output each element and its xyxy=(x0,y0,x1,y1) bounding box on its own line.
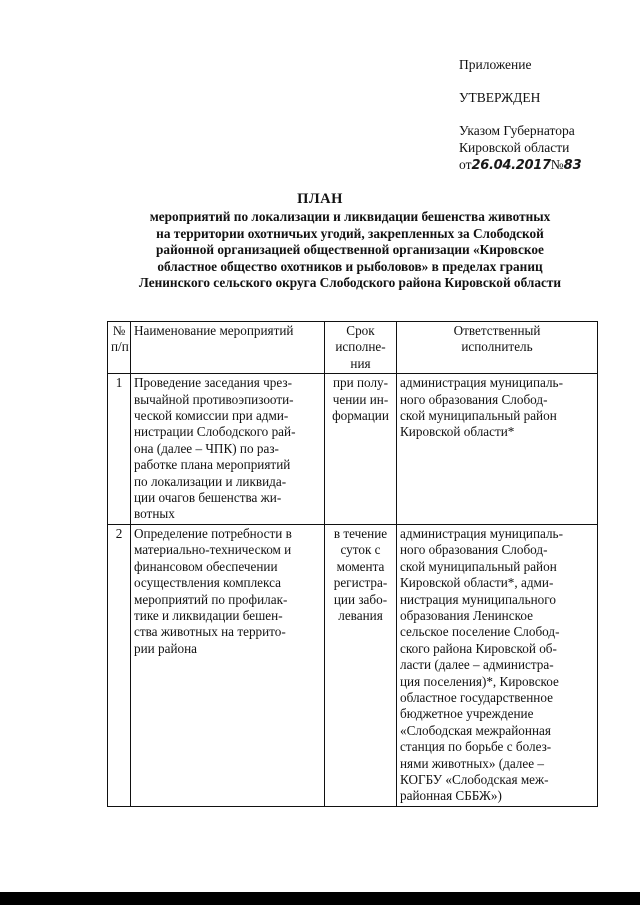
number-prefix: № xyxy=(550,157,564,172)
approved-label: УТВЕРЖДЕН xyxy=(459,90,541,105)
deadline-line: суток с xyxy=(340,542,381,558)
name-line: Проведение заседания чрез- xyxy=(134,375,293,391)
subtitle-line: районной организацией общественной организации «Кировское xyxy=(156,242,544,257)
responsible-line: районная СББЖ») xyxy=(400,788,502,804)
cell-name xyxy=(131,374,325,525)
cell-name xyxy=(131,524,325,806)
header-num xyxy=(108,322,131,374)
responsible-line: КОГБУ «Слободская меж- xyxy=(400,771,549,787)
plan-table xyxy=(107,321,598,807)
appendix-block xyxy=(459,56,582,174)
name-line: финансовом обеспечении xyxy=(134,558,278,574)
appendix-label: Приложение xyxy=(459,57,532,72)
header-deadline-line: ния xyxy=(350,355,371,371)
cell-num: 1 xyxy=(108,374,131,525)
responsible-line: нями животных» (далее – xyxy=(400,755,544,771)
deadline-line: момента xyxy=(336,558,385,574)
deadline-line: регистра- xyxy=(333,575,388,591)
responsible-line: областное государственное xyxy=(400,689,553,705)
scan-bottom-edge xyxy=(0,892,640,905)
deadline-line: при полу- xyxy=(332,375,389,391)
header-responsible-line: исполнитель xyxy=(461,339,533,355)
name-line: по локализации и ликвида- xyxy=(134,473,287,489)
header-deadline-line: исполне- xyxy=(335,339,386,355)
name-line: ства животных на террито- xyxy=(134,624,286,640)
header-deadline-line: Срок xyxy=(346,323,375,338)
responsible-line: сельское поселение Слобод- xyxy=(400,624,560,640)
subtitle-line: Ленинского сельского округа Слободского района Кировской области xyxy=(138,275,562,290)
responsible-line: ского района Кировской об- xyxy=(400,640,557,656)
responsible-line: ция поселения)*, Кировское xyxy=(400,673,559,689)
subtitle-line: на территории охотничьих угодий, закрепленных за Слободской xyxy=(156,225,544,241)
name-line: нистрации Слободского рай- xyxy=(134,424,296,440)
name-line: вотных xyxy=(134,506,175,522)
responsible-line: образования Ленинское xyxy=(400,607,533,623)
responsible-line: Кировской области* xyxy=(400,424,515,440)
responsible-line: бюджетное учреждение xyxy=(400,706,534,722)
responsible-line: ласти (далее – администра- xyxy=(400,657,554,673)
cell-deadline xyxy=(325,524,397,806)
responsible-line: Кировской области*, адми- xyxy=(400,575,554,591)
name-line: работке плана мероприятий xyxy=(134,457,291,473)
from-prefix: от xyxy=(459,157,472,172)
header-deadline xyxy=(325,322,397,374)
cell-deadline xyxy=(325,374,397,525)
subtitle-line: мероприятий по локализации и ликвидации бешенства животных xyxy=(149,209,551,224)
header-num-line: п/п xyxy=(111,339,129,355)
responsible-line: нистрация муниципального xyxy=(400,591,556,607)
deadline-line: формации xyxy=(332,408,389,424)
name-line: тике и ликвидации бешен- xyxy=(134,607,283,623)
name-line: осуществления комплекса xyxy=(134,575,281,591)
responsible-line: станция по борьбе с болез- xyxy=(400,739,552,755)
deadline-line: чении ин- xyxy=(332,391,389,407)
decree-date: 26.04.2017 xyxy=(471,158,551,173)
decree-line-1: Указом Губернатора xyxy=(459,123,575,138)
name-line: рии района xyxy=(134,640,198,656)
cell-num: 2 xyxy=(108,524,131,806)
header-responsible xyxy=(397,322,598,374)
document-subtitle xyxy=(100,209,600,292)
decree-number: 83 xyxy=(563,158,582,173)
table-row xyxy=(108,524,598,806)
responsible-line: ного образования Слобод- xyxy=(400,542,548,558)
responsible-line: «Слободская межрайонная xyxy=(400,722,551,738)
responsible-line: администрация муниципаль- xyxy=(400,375,563,391)
header-num-line: № xyxy=(112,323,126,338)
name-line: ческой комиссии при адми- xyxy=(134,408,289,424)
cell-responsible xyxy=(397,524,598,806)
deadline-line: ции забо- xyxy=(333,591,388,607)
decree-date-line xyxy=(459,156,582,174)
header-name xyxy=(131,322,325,374)
responsible-line: ской муниципальный район xyxy=(400,558,557,574)
responsible-line: ской муниципальный район xyxy=(400,408,557,424)
table-row xyxy=(108,374,598,525)
name-line: вычайной противоэпизооти- xyxy=(134,391,294,407)
deadline-line: в течение xyxy=(333,525,388,541)
name-line: она (далее – ЧПК) по раз- xyxy=(134,440,279,456)
responsible-line: ного образования Слобод- xyxy=(400,391,548,407)
deadline-line: левания xyxy=(338,607,383,623)
table-header-row xyxy=(108,322,598,374)
name-line: Определение потребности в xyxy=(134,525,292,541)
name-line: ции очагов бешенства жи- xyxy=(134,490,282,506)
header-name-line: Наименование мероприятий xyxy=(134,323,294,338)
cell-responsible xyxy=(397,374,598,525)
subtitle-line: областное общество охотников и рыболовов» в пределах границ xyxy=(157,258,543,274)
name-line: материально-техническом и xyxy=(134,542,292,558)
decree-line-2: Кировской области xyxy=(459,140,570,155)
responsible-line: администрация муниципаль- xyxy=(400,525,563,541)
name-line: мероприятий по профилак- xyxy=(134,591,288,607)
document-title: ПЛАН xyxy=(297,191,343,207)
header-responsible-line: Ответственный xyxy=(453,323,541,338)
